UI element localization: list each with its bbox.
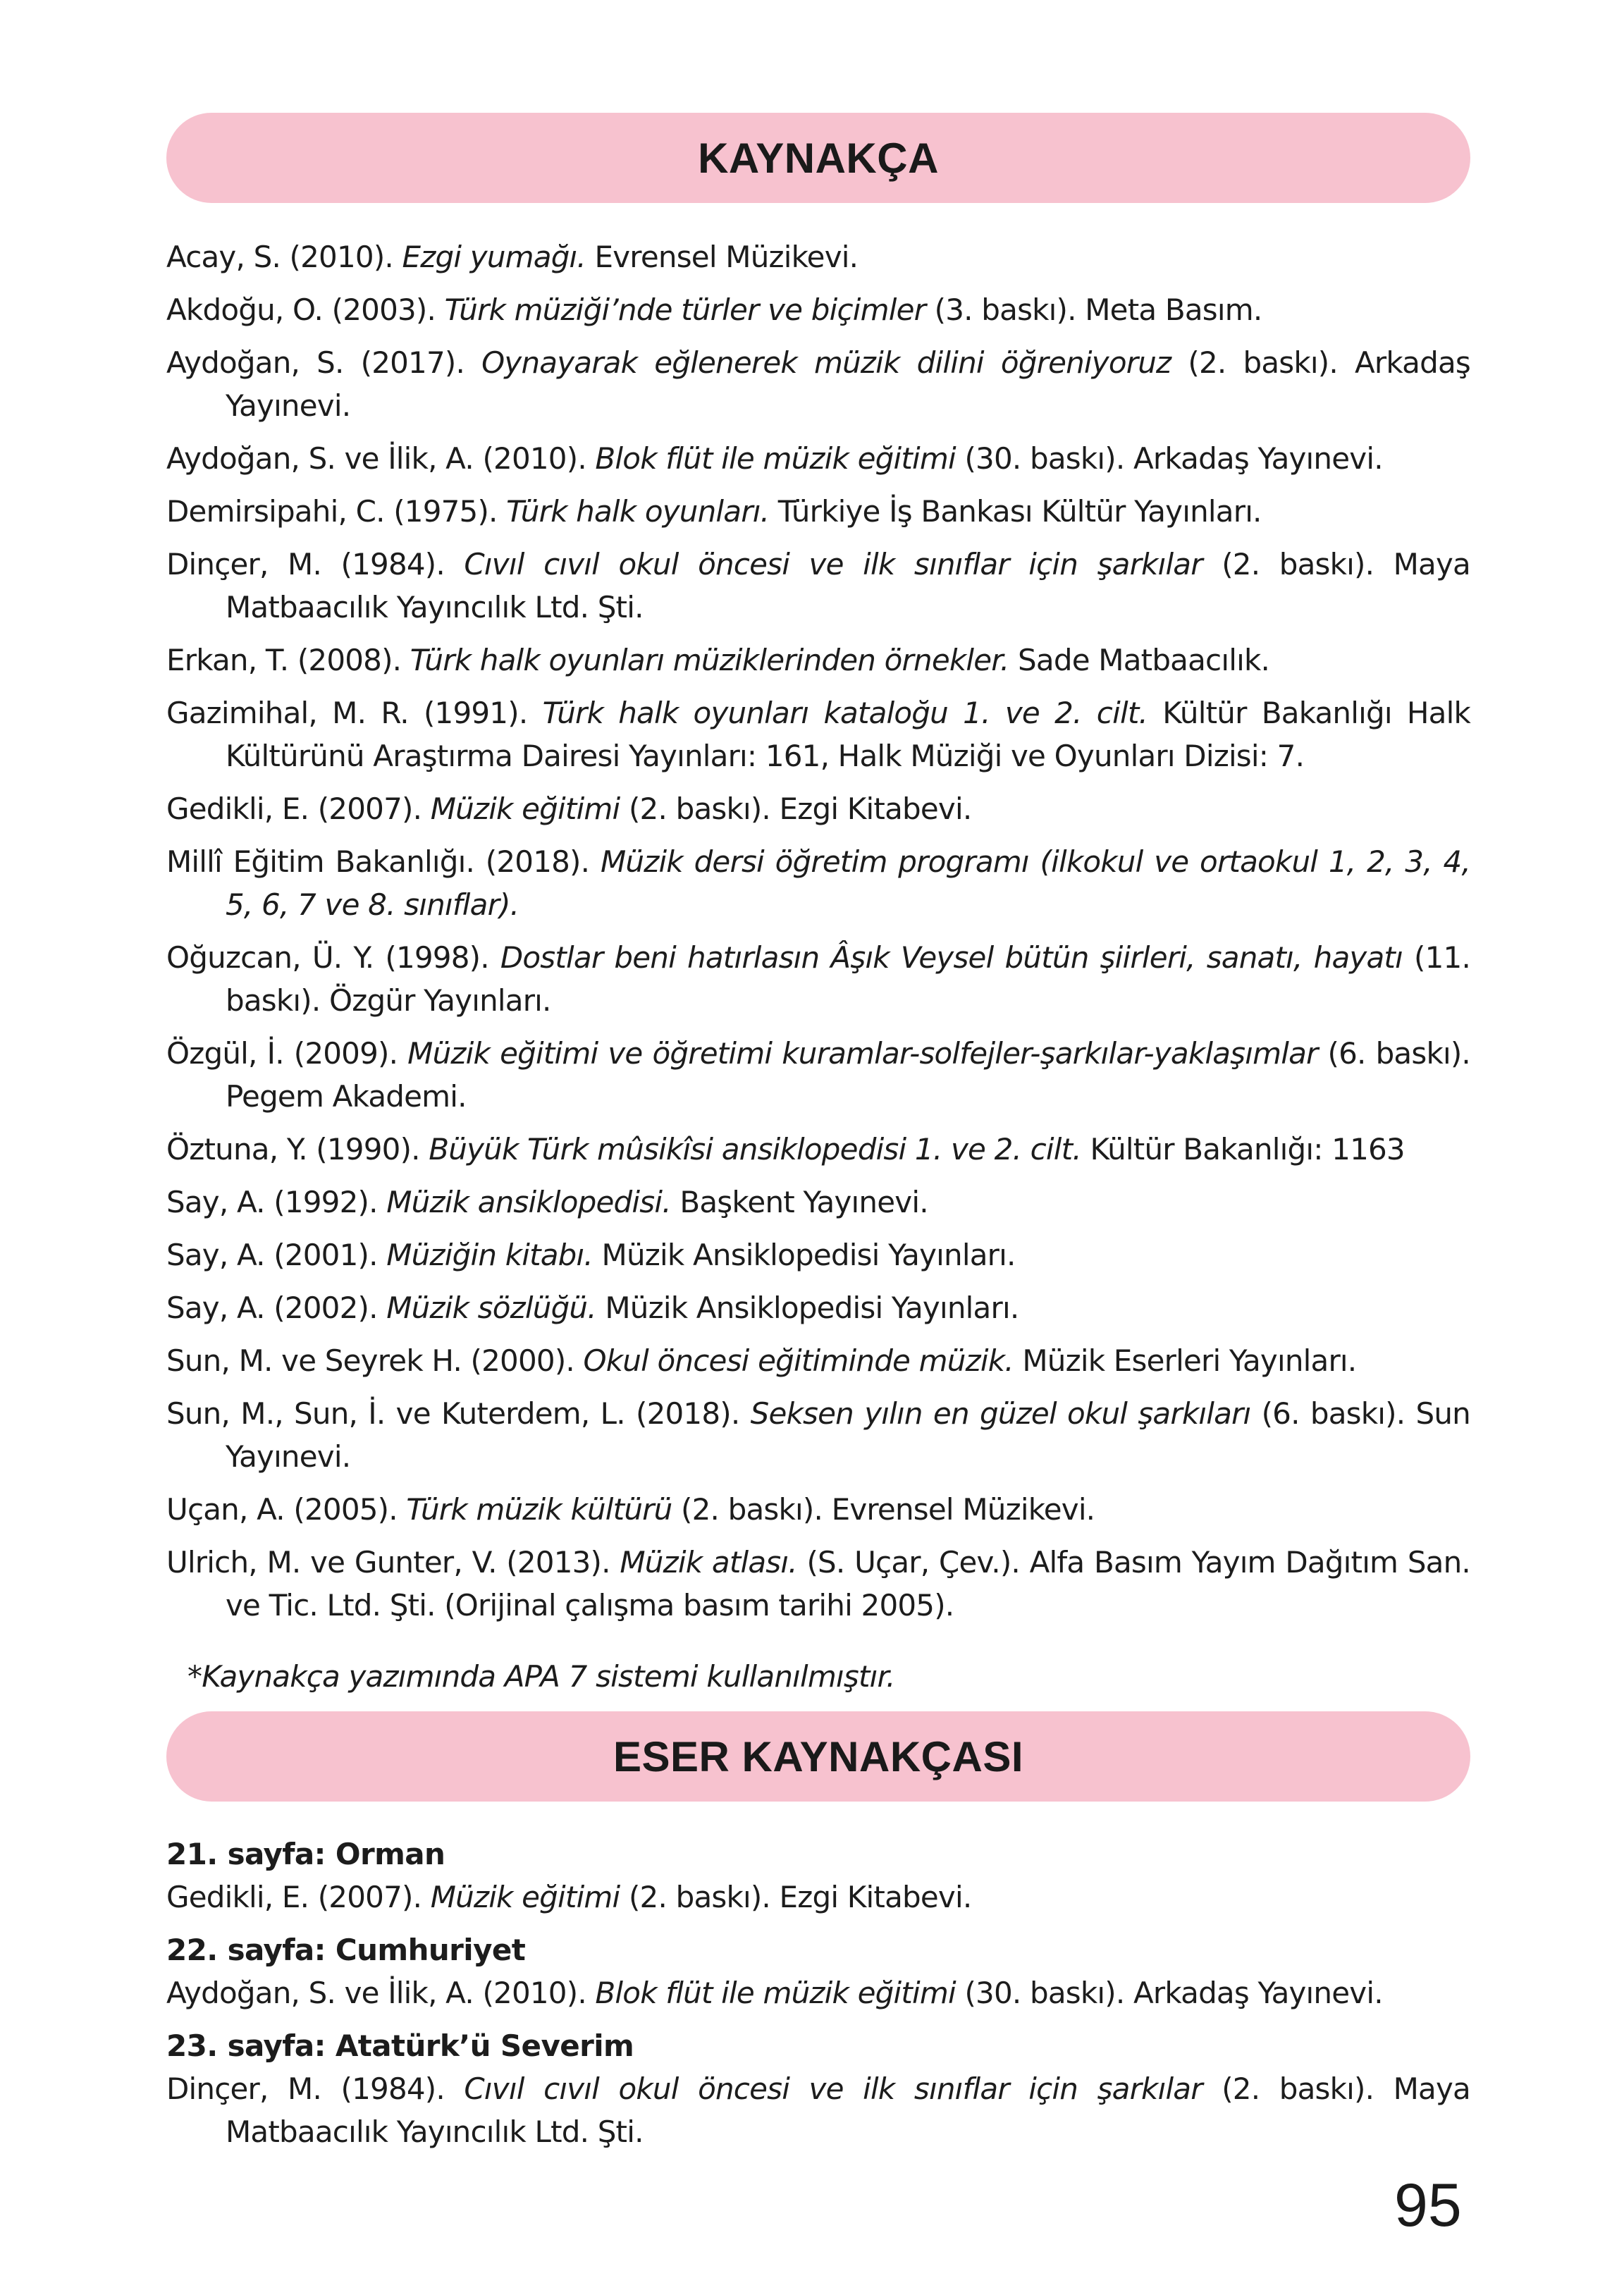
reference-entry: Say, A. (2001). Müziğin kitabı. Müzik Ansiklopedisi Yayınları. xyxy=(166,1238,1016,1272)
page-number: 95 xyxy=(1394,2172,1462,2239)
work-page-heading: 21. sayfa: Orman xyxy=(166,1837,445,1871)
references-list xyxy=(166,235,1470,1637)
reference-entry: Acay, S. (2010). Ezgi yumağı. Evrensel Müzikevi. xyxy=(166,240,859,274)
reference-entry: Aydoğan, S. (2017). Oynayarak eğlenerek müzik dilini öğreniyoruz (2. baskı). Arkadaş Yayınevi. xyxy=(166,345,1470,423)
reference-entry: Erkan, T. (2008). Türk halk oyunları müziklerinden örnekler. Sade Matbaacılık. xyxy=(166,643,1270,677)
references-banner xyxy=(166,113,1470,203)
apa-note: *Kaynakça yazımında APA 7 sistemi kullanılmıştır. xyxy=(187,1659,895,1694)
reference-entry: Demirsipahi, C. (1975). Türk halk oyunları. Türkiye İş Bankası Kültür Yayınları. xyxy=(166,494,1262,529)
reference-entry: Ulrich, M. ve Gunter, V. (2013). Müzik atlası. (S. Uçar, Çev.). Alfa Basım Yayım Dağıtım San. ve Tic. Ltd. Şti. (Orijinal çalışma basım tarihi 2005). xyxy=(166,1545,1470,1623)
reference-entry: Say, A. (1992). Müzik ansiklopedisi. Başkent Yayınevi. xyxy=(166,1185,928,1219)
works-references-list xyxy=(166,1833,1470,2163)
reference-entry: Sun, M. ve Seyrek H. (2000). Okul öncesi eğitiminde müzik. Müzik Eserleri Yayınları. xyxy=(166,1343,1357,1378)
reference-entry: Oğuzcan, Ü. Y. (1998). Dostlar beni hatırlasın Âşık Veysel bütün şiirleri, sanatı, hayatı (11. baskı). Özgür Yayınları. xyxy=(166,940,1470,1018)
reference-entry: Sun, M., Sun, İ. ve Kuterdem, L. (2018). Seksen yılın en güzel okul şarkıları (6. baskı). Sun Yayınevi. xyxy=(166,1396,1470,1474)
reference-entry: Özgül, İ. (2009). Müzik eğitimi ve öğretimi kuramlar-solfejler-şarkılar-yaklaşımlar (6. baskı). Pegem Akademi. xyxy=(166,1036,1470,1114)
reference-entry: Gazimihal, M. R. (1991). Türk halk oyunları kataloğu 1. ve 2. cilt. Kültür Bakanlığı Halk Kültürünü Araştırma Dairesi Yayınları: 161, Halk Müziği ve Oyunları Dizisi: 7. xyxy=(166,696,1471,773)
works-references-banner xyxy=(166,1711,1470,1802)
work-page-heading: 22. sayfa: Cumhuriyet xyxy=(166,1933,526,1967)
reference-entry: Uçan, A. (2005). Türk müzik kültürü (2. baskı). Evrensel Müzikevi. xyxy=(166,1492,1095,1527)
reference-entry: Gedikli, E. (2007). Müzik eğitimi (2. baskı). Ezgi Kitabevi. xyxy=(166,792,972,826)
reference-entry: Akdoğu, O. (2003). Türk müziği’nde türler ve biçimler (3. baskı). Meta Basım. xyxy=(166,293,1262,327)
reference-entry: Millî Eğitim Bakanlığı. (2018). Müzik dersi öğretim programı (ilkokul ve ortaokul 1, 2, 3, 4, 5, 6, 7 ve 8. sınıflar). xyxy=(166,844,1470,922)
work-reference: Aydoğan, S. ve İlik, A. (2010). Blok flüt ile müzik eğitimi (30. baskı). Arkadaş Yayınevi. xyxy=(166,1976,1383,2010)
work-entry xyxy=(166,1833,1470,1919)
work-reference: Dinçer, M. (1984). Cıvıl cıvıl okul öncesi ve ilk sınıflar için şarkılar (2. baskı). Maya Matbaacılık Yayıncılık Ltd. Şti. xyxy=(166,2072,1470,2149)
work-entry xyxy=(166,1928,1470,2014)
work-reference: Gedikli, E. (2007). Müzik eğitimi (2. baskı). Ezgi Kitabevi. xyxy=(166,1880,972,1914)
reference-entry: Say, A. (2002). Müzik sözlüğü. Müzik Ansiklopedisi Yayınları. xyxy=(166,1291,1019,1325)
reference-entry: Dinçer, M. (1984). Cıvıl cıvıl okul öncesi ve ilk sınıflar için şarkılar (2. baskı). Maya Matbaacılık Yayıncılık Ltd. Şti. xyxy=(166,547,1470,624)
reference-entry: Aydoğan, S. ve İlik, A. (2010). Blok flüt ile müzik eğitimi (30. baskı). Arkadaş Yayınevi. xyxy=(166,441,1383,476)
work-entry xyxy=(166,2024,1470,2153)
work-page-heading: 23. sayfa: Atatürk’ü Severim xyxy=(166,2029,634,2063)
reference-entry: Öztuna, Y. (1990). Büyük Türk mûsikîsi ansiklopedisi 1. ve 2. cilt. Kültür Bakanlığı: 1163 xyxy=(166,1132,1405,1166)
works-references-heading: ESER KAYNAKÇASI xyxy=(613,1732,1024,1780)
references-heading: KAYNAKÇA xyxy=(698,134,939,182)
